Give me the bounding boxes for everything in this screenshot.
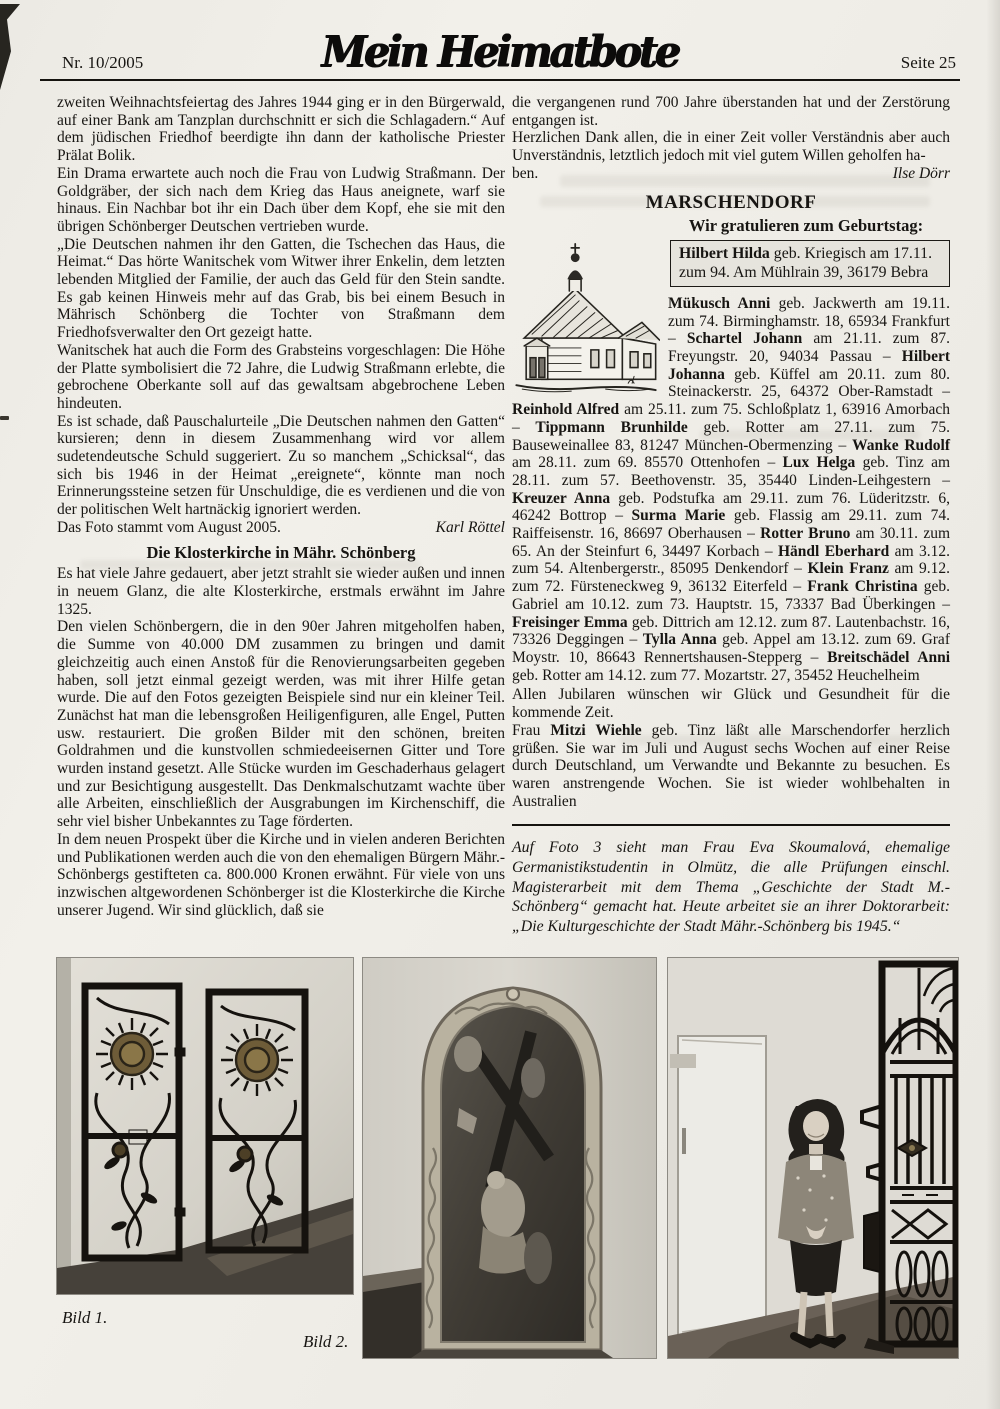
masthead-title: Mein Heimatbote (321, 27, 679, 77)
caption-divider-rule (512, 824, 950, 826)
header-rule (40, 79, 960, 81)
paragraph: Es hat viele Jahre gedauert, aber jetzt strahlt sie wieder außen und innen in neuem Glanz, die alte Klosterkirche, erstmals erwähnt im Jahre 1325. (57, 565, 505, 618)
paragraph: Den vielen Schönbergern, die in den 90er Jahren mitgeholfen haben, die Summe von 40.000 DM zusammen zu bringen und damit gleichzeitig auch einen Anstoß für die Renovierungsarbeiten gegeben haben, soll jetzt einmal gezeigt werden, was mit ihrer Hilfe getan wurde. Die auf den Fotos gezeigten Beispiele sind nur ein kleiner Teil. Zunächst hat man die lebensgroßen Heiligenfiguren, alle Engel, Putten usw. restauriert. Die großen Bilder mit den schönen, breiten Goldrahmen und die kunstvollen schmiedeeisernen Gitter und Tore wurden instand gesetzt. Alle Stücke wurden im Geschaderhaus gelagert und zur Besichtigung ausgestellt. Das Denkmalschutzamt wachte über alle Arbeiten, einschließlich der Ausgrabungen im Kirchenschiff, die sehr viel bisher Unbekanntes zu Tage förderten. (57, 618, 505, 831)
paragraph: Herzlichen Dank allen, die in einer Zeit voller Verständnis aber auch Unverständnis, letztlich jedoch mit viel gutem Willen geholfen ha- (512, 129, 950, 165)
bild2-caption: Bild 2. (303, 1332, 349, 1351)
author-byline: Karl Röttel (435, 518, 505, 536)
jubilee-box-line1: Hilbert Hilda geb. Kriegisch am 17.11. (679, 244, 933, 262)
byline-row (57, 519, 505, 537)
jubilee-box-line2: zum 94. Am Mühlrain 39, 36179 Bebra (679, 263, 929, 281)
issue-number: Nr. 10/2005 (62, 53, 144, 72)
paragraph: „Die Deutschen nahmen ihr den Gatten, die Tschechen das Haus, die Heimat.“ Das hörte Wanitschek vom Witwer ihrer Enkelin, dem letzten lebenden Mitglied der Familie, der auch das Geld für den Stein sandte. Es gab keinen Hinweis mehr auf das Grab, bis bei einem Besuch in Mährisch Schönberg die Tochter von Straßmann dem Friedhofsverwalter den Ort gezeigt hatte. (57, 235, 505, 342)
left-column (57, 94, 505, 919)
right-column (512, 94, 950, 936)
birthday-list: Mükusch Anni geb. Jackwerth am 19.11. zum 74. Birminghamstr. 18, 65934 Frankfurt – Schartel Johann am 21.11. zum 87. Freyungstr. 20, 94034 Passau – Hilbert Johanna geb. Küffel am 20.11. zum 80. Steinackerstr. 25, 64372 Ober-Ramstadt – Reinhold Alfred am 25.11. zum 75. Schloßplatz 1, 63916 Amorbach – Tippmann Brunhilde geb. Rotter am 27.11. zum 75. Bauseweinallee 83, 81247 München-Obermenzing – Wanke Rudolf am 28.11. zum 69. 85570 Ottenhofen – Lux Helga geb. Tinz am 28.11. zum 57. Beethovenstr. 35, 35440 Linden-Leihgestern – Kreuzer Anna geb. Podstufka am 29.11. zum 76. Lüderitzstr. 6, 46242 Bottrop – Surma Marie geb. Flassig am 29.11. zum 74. Raiffeisenstr. 16, 86697 Oberhausen – Rotter Bruno am 30.11. zum 65. An der Steinfurt 6, 34497 Korbach – Händl Eberhard am 3.12. zum 54. Altenbergerstr., 85095 Denkendorf – Klein Franz am 9.12. zum 72. Fürsteneckweg 9, 36132 Eiterfeld – Frank Christina geb. Gabriel am 10.12. zum 73. Hauptstr. 15, 73337 Bad Überkingen – Freisinger Emma geb. Dittrich am 12.12. zum 87. Lautenbachstr. 16, 73326 Deggingen – Tylla Anna geb. Appel am 13.12. zum 69. Graf Moystr. 10, 86643 Rennertshausen-Stepperg – Breitschädel Anni geb. Rotter am 14.12. zum 77. Mozartstr. 27, 35452 Heuchelheim (512, 294, 951, 684)
paragraph: Wanitschek hat auch die Form des Grabsteins vorgeschlagen: Die Höhe der Platte symbolisiert die 72 Jahre, die Ludwig Straßmann erlebte, die gebrochene Oberkante soll auf das gewaltsam abgebrochene Leben hindeuten. (57, 341, 505, 412)
foto3-caption: Auf Foto 3 sieht man Frau Eva Skoumalová, ehemalige Germanistikstudentin in Olmütz, die alle Prüfungen einschl. Magisterarbeit mit dem Thema „Geschichte der Stadt M.-Schönberg“ gemacht hat. Heute arbeitet sie an ihrer Doktorarbeit: „Die Kulturgeschichte der Stadt Mähr.-Schönberg bis 1945.“ (512, 839, 950, 935)
photo-bild-2-framed-painting (363, 958, 656, 1358)
mitzi-wiehle-note: Frau Mitzi Wiehle geb. Tinz läßt alle Marschendorfer herzlich grüßen. Sie war im Juli und August sechs Wochen auf einer Reise durch Deutschland, um Verwandte und Bekannte zu besuchen. Es waren anstrengende Wochen. Sie ist wieder wohlbehalten in Australien (512, 721, 950, 810)
page-number: Seite 25 (900, 53, 956, 72)
photo-bild-1-iron-gates (57, 958, 353, 1294)
section-title-marschendorf: MARSCHENDORF (645, 191, 817, 213)
photo-3-woman-with-gate (668, 958, 958, 1358)
scan-edge-shadow (986, 0, 1000, 1409)
bild1-caption: Bild 1. (62, 1308, 108, 1327)
birthday-congrats-heading: Wir gratulieren zum Geburtstag: (688, 216, 924, 236)
paragraph: zweiten Weihnachtsfeiertag des Jahres 1944 ging er in den Bürgerwald, auf einer Bank am Tanzplan durchschnitt er sich die Schlagadern.“ Auf dem jüdischen Friedhof beerdigte ihn dann der katholische Priester Prälat Bolik. (57, 94, 505, 165)
featured-jubilee-box (670, 240, 950, 287)
paragraph: Ein Drama erwartete auch noch die Frau von Ludwig Straßmann. Der Goldgräber, der sich nach dem Krieg das Haus aneignete, warf sie hinaus. Ein Nachbar bot ihr ein Dach über dem Kopf, ehe sie mit den übrigen Schönberger Deutschen vertrieben wurde. (57, 164, 505, 235)
church-illustration (512, 240, 660, 395)
author-byline: Ilse Dörr (892, 164, 950, 182)
photo-credit-note: Das Foto stammt vom August 2005. (57, 518, 281, 536)
paragraph-continuation: ben. (512, 164, 539, 182)
paragraph: die vergangenen rund 700 Jahre überstanden hat und der Zerstörung entgangen ist. (512, 94, 950, 129)
byline-row (512, 165, 950, 183)
article-heading: Die Klosterkirche in Mähr. Schönberg (146, 542, 416, 562)
jubilare-wishes: Allen Jubilaren wünschen wir Glück und Gesundheit für die kommende Zeit. (512, 686, 950, 722)
paragraph: In dem neuen Prospekt über die Kirche und in vielen anderen Berichten und Publikationen werden auch die von den ehemaligen Bürgern Mähr.-Schönbergs gestifteten ca. 800.000 Kronen erwähnt. Für viele von uns inzwischen altgewordenen Schönberger ist die Klosterkirche die Kirche unserer Jugend. Wir sind glücklich, daß sie (57, 830, 505, 919)
scan-edge-mark (0, 416, 9, 420)
paragraph: Es ist schade, daß Pauschalurteile „Die Deutschen nahmen den Gatten“ kursieren; denn in diesem Zusammenhang wird vor allem sudetendeutsche Schuld suggeriert. Zu so manchem „Schicksal“, das sich bis 1946 in der Heimat „ereignete“, könnte man noch Erinnerungssteine setzen für Unschuldige, die es verdienen und die von der politischen Welt hartnäckig ignoriert werden. (57, 412, 505, 519)
